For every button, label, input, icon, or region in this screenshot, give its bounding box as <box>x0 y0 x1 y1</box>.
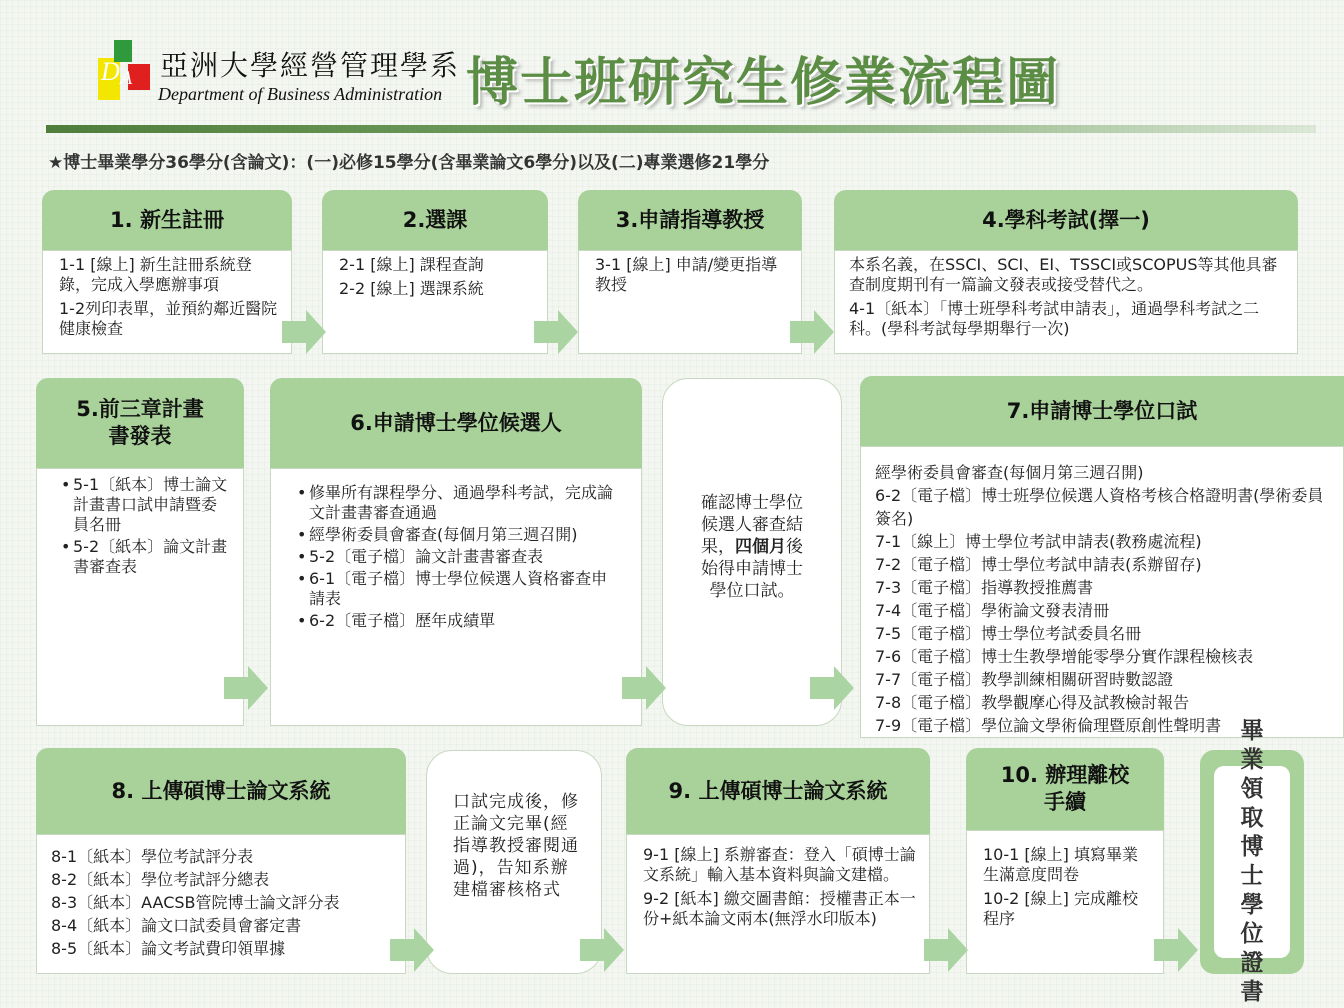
step-body <box>578 250 802 354</box>
step-9-upload-thesis-system <box>626 748 930 974</box>
step-header: 5.前三章計畫書發表 <box>36 378 244 468</box>
step-item: 7-9〔電子檔〕學位論文學術倫理暨原創性聲明書 <box>875 716 1222 735</box>
step-item: 7-6〔電子檔〕博士生教學增能零學分實作課程檢核表 <box>875 647 1254 666</box>
department-logo <box>98 40 154 102</box>
header-divider <box>46 125 1316 133</box>
step-item: 3-1 [線上] 申請/變更指導教授 <box>595 255 778 294</box>
step-body <box>322 250 548 354</box>
step-item: 4-1〔紙本〕「博士班學科考試申請表」，通過學科考試之二科。(學科考試每學期舉行一次) <box>849 299 1260 338</box>
step-item: 7-3〔電子檔〕指導教授推薦書 <box>875 578 1094 597</box>
graduation-box-inner <box>1214 718 1290 1005</box>
step-item: • 6-1〔電子檔〕博士學位候選人資格審查申請表 <box>309 569 623 609</box>
right-arrow-icon <box>224 666 268 710</box>
step-header: 3.申請指導教授 <box>578 190 802 250</box>
thesis-revision-note <box>426 750 602 974</box>
credit-requirement-note: ★博士畢業學分36學分(含論文)：(一)必修15學分(含畢業論文6學分)以及(二)專業選修21學分 <box>48 153 770 173</box>
step-item: 10-1 [線上] 填寫畢業生滿意度問卷 <box>983 845 1138 884</box>
right-arrow-icon <box>282 310 326 354</box>
step-item: • 修畢所有課程學分、通過學科考試，完成論文計畫書審查通過 <box>309 483 623 523</box>
step-body <box>270 468 642 726</box>
right-arrow-icon <box>790 310 834 354</box>
step-item: • 5-1〔紙本〕博士論文計畫書口試申請暨委員名冊 <box>73 475 229 535</box>
svg-text:D: D <box>101 57 120 86</box>
step-8-upload-thesis-system <box>36 748 406 974</box>
step-header: 2.選課 <box>322 190 548 250</box>
department-name-zh: 亞洲大學經營管理學系 <box>160 49 461 82</box>
step-item: 8-1〔紙本〕學位考試評分表 <box>51 847 254 866</box>
right-arrow-icon <box>390 928 434 972</box>
step-item: 9-2 [紙本] 繳交圖書館：授權書正本一份+紙本論文兩本(無浮水印版本) <box>643 889 916 928</box>
department-name-en: Department of Business Administration <box>158 84 443 104</box>
step-item: 經學術委員會審查(每個月第三週召開) <box>875 463 1144 482</box>
right-arrow-icon <box>924 928 968 972</box>
step-1-new-student-registration <box>42 190 292 354</box>
step-item: 2-1 [線上] 課程查詢 <box>339 255 484 274</box>
thesis-revision-text: 口試完成後，修正論文完畢(經指導教授審閱通過)，告知系辦建檔審核格式 <box>453 792 579 900</box>
step-6-doctoral-candidacy <box>270 378 642 726</box>
step-5-proposal-presentation <box>36 378 244 726</box>
step-item: 7-4〔電子檔〕學術論文發表清冊 <box>875 601 1110 620</box>
confirm-text-emphasis: 四個月 <box>735 537 786 557</box>
step-4-qualifying-exam <box>834 190 1298 354</box>
step-item: 7-7〔電子檔〕教學訓練相關研習時數認證 <box>875 670 1174 689</box>
step-item: 1-1 [線上] 新生註冊系統登錄，完成入學應辦事項 <box>59 255 252 294</box>
step-item: 6-2〔電子檔〕博士班學位候選人資格考核合格證明書(學術委員簽名) <box>875 486 1324 528</box>
step-item: • 經學術委員會審查(每個月第三週召開) <box>309 525 623 545</box>
step-body <box>626 834 930 974</box>
step-item: 8-4〔紙本〕論文口試委員會審定書 <box>51 916 302 935</box>
step-header: 6.申請博士學位候選人 <box>270 378 642 468</box>
step-item: • 5-2〔電子檔〕論文計畫書審查表 <box>309 547 623 567</box>
right-arrow-icon <box>1154 928 1198 972</box>
step-item: 7-1〔線上〕博士學位考試申請表(教務處流程) <box>875 532 1202 551</box>
step-item: • 5-2〔紙本〕論文計畫書審查表 <box>73 537 229 577</box>
step-header: 8. 上傳碩博士論文系統 <box>36 748 406 834</box>
step-3-apply-advisor <box>578 190 802 354</box>
step-header: 1. 新生註冊 <box>42 190 292 250</box>
right-arrow-icon <box>810 666 854 710</box>
step-body <box>36 468 244 726</box>
graduation-text: 畢業領取博士學位證書 <box>1240 718 1264 1005</box>
step-item: • 6-2〔電子檔〕歷年成績單 <box>309 611 623 631</box>
step-item: 8-5〔紙本〕論文考試費印領單據 <box>51 939 286 958</box>
step-body <box>966 830 1164 974</box>
step-body <box>36 834 406 974</box>
step-item: 2-2 [線上] 選課系統 <box>339 279 484 298</box>
step-10-leave-school-procedures <box>966 748 1164 974</box>
step-7-oral-defense-application <box>860 376 1344 738</box>
step-item: 8-2〔紙本〕學位考試評分總表 <box>51 870 270 889</box>
right-arrow-icon <box>622 666 666 710</box>
step-item: 7-5〔電子檔〕博士學位考試委員名冊 <box>875 624 1142 643</box>
right-arrow-icon <box>534 310 578 354</box>
step-item: 8-3〔紙本〕AACSB管院博士論文評分表 <box>51 893 340 912</box>
confirm-text-before: 確認博士學位候選人審查結果， <box>701 493 803 557</box>
step-item: 7-8〔電子檔〕教學觀摩心得及試教檢討報告 <box>875 693 1190 712</box>
step-item: 7-2〔電子檔〕博士學位考試申請表(系辦留存) <box>875 555 1202 574</box>
page-title: 博士班研究生修業流程圖 <box>466 53 1061 113</box>
step-item: 1-2列印表單，並預約鄰近醫院健康檢查 <box>59 299 278 338</box>
step-header: 9. 上傳碩博士論文系統 <box>626 748 930 834</box>
svg-text:A: A <box>120 67 133 89</box>
step-body <box>860 446 1344 738</box>
step-header: 4.學科考試(擇一) <box>834 190 1298 250</box>
step-header: 10. 辦理離校手續 <box>966 748 1164 830</box>
right-arrow-icon <box>580 928 624 972</box>
step-item: 本系名義，在SSCI、SCI、EI、TSSCI或SCOPUS等其他具審查制度期刊有一篇論文發表或接受替代之。 <box>849 255 1278 294</box>
step-item: 9-1 [線上] 系辦審查：登入「碩博士論文系統」輸入基本資料與論文建檔。 <box>643 845 916 884</box>
confirm-text-after: 後始得申請博士學位口試。 <box>701 537 803 601</box>
step-header: 7.申請博士學位口試 <box>860 376 1344 446</box>
step-body <box>834 250 1298 354</box>
step-item: 10-2 [線上] 完成離校程序 <box>983 889 1138 928</box>
step-2-course-selection <box>322 190 548 354</box>
step-body <box>42 250 292 354</box>
